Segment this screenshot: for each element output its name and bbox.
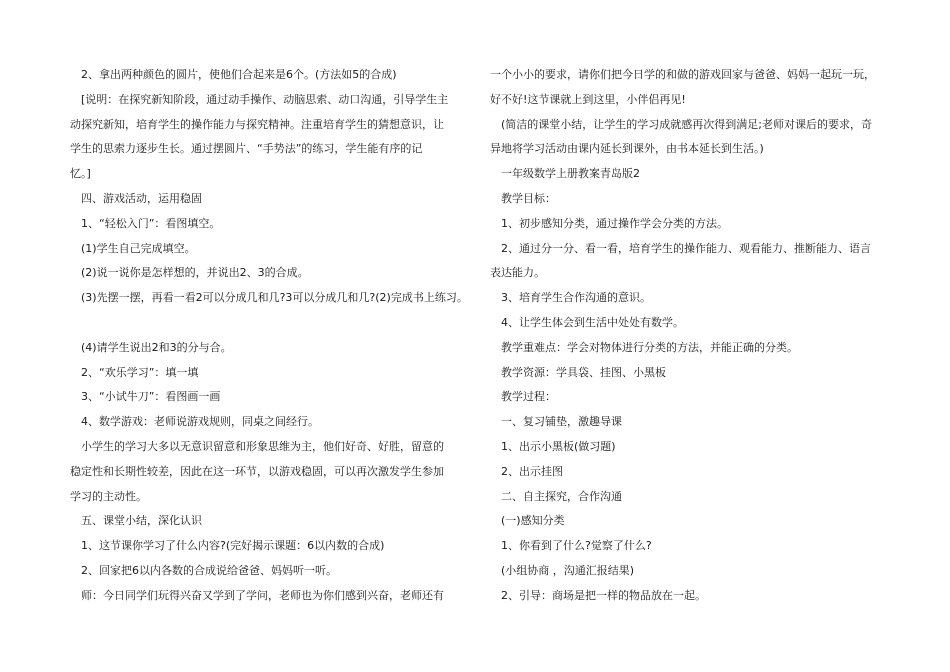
section-heading: 教学目标： <box>501 191 556 205</box>
paragraph-line: (1)学生自己完成填空。 <box>81 241 196 255</box>
paragraph-line: 1、你看到了什么?觉察了什么? <box>501 539 652 553</box>
paragraph-line: 教学重难点：学会对物体进行分类的方法，并能正确的分类。 <box>501 340 798 354</box>
section-heading: 四、游戏活动，运用稳固 <box>81 191 202 205</box>
paragraph-line: 表达能力。 <box>490 266 545 280</box>
left-column <box>70 63 468 609</box>
paragraph-line: 学习的主动性。 <box>70 489 147 503</box>
paragraph-line: 忆。] <box>70 167 91 181</box>
paragraph-line: 1、出示小黑板(做习题) <box>501 439 616 453</box>
paragraph-line: 4、让学生体会到生活中处处有数学。 <box>501 315 684 329</box>
paragraph-line: 异地将学习活动由课内延长到课外，由书本延长到生活。) <box>490 142 764 156</box>
paragraph-line: 稳定性和长期性较差，因此在这一环节，以游戏稳固，可以再次激发学生参加 <box>70 464 444 478</box>
document-subtitle: 一年级数学上册教案青岛版2 <box>501 167 640 181</box>
paragraph-line: 动探究新知，培育学生的操作能力与探究精神。注重培育学生的猜想意识，让 <box>70 117 444 131</box>
section-heading: 一、复习铺垫，激趣导课 <box>501 415 622 429</box>
paragraph-line: 2、拿出两种颜色的圆片，使他们合起来是6个。(方法如5的合成) <box>81 68 397 81</box>
section-heading: (一)感知分类 <box>501 514 565 528</box>
paragraph-line: 3、“小试牛刀”：看图画一画 <box>81 390 221 404</box>
paragraph-line: (简洁的课堂小结，让学生的学习成就感再次得到满足;老师对课后的要求，奇 <box>501 117 872 131</box>
paragraph-line: 2、通过分一分、看一看，培育学生的操作能力、观看能力、推断能力、语言 <box>501 241 871 255</box>
paragraph-line: (小组协商 ，沟通汇报结果) <box>501 563 635 577</box>
paragraph-line: (2)说一说你是怎样想的，并说出2、3的合成。 <box>81 266 309 280</box>
paragraph-line: 教学资源：学具袋、挂图、小黑板 <box>501 365 666 379</box>
section-heading: 五、课堂小结，深化认识 <box>81 514 202 528</box>
paragraph-line: 师：今日同学们玩得兴奋又学到了学问，老师也为你们感到兴奋，老师还有 <box>81 588 444 602</box>
paragraph-line: (3)先摆一摆，再看一看2可以分成几和几?3可以分成几和几?(2)完成书上练习。 <box>81 291 468 305</box>
paragraph-line: 1、初步感知分类，通过操作学会分类的方法。 <box>501 216 728 230</box>
section-heading: 教学过程： <box>501 390 556 404</box>
paragraph-line: 1、“轻松入门”：看图填空。 <box>81 216 221 230</box>
paragraph-line: 好不好!这节课就上到这里，小伴侣再见! <box>490 92 686 106</box>
paragraph-line: 一个小小的要求，请你们把今日学的和做的游戏回家与爸爸、妈妈一起玩一玩， <box>490 68 875 81</box>
paragraph-line: 2、出示挂图 <box>501 464 563 478</box>
paragraph-line: 小学生的学习大多以无意识留意和形象思维为主，他们好奇、好胜，留意的 <box>81 439 444 453</box>
section-heading: 二、自主探究，合作沟通 <box>501 489 622 503</box>
paragraph-line: 4、数学游戏：老师说游戏规则，同桌之间经行。 <box>81 415 319 429</box>
paragraph-line: 2、引导：商场是把一样的物品放在一起。 <box>501 588 706 602</box>
paragraph-line: 3、培育学生合作沟通的意识。 <box>501 291 651 305</box>
blank-line <box>70 311 455 336</box>
paragraph-line: 1、这节课你学习了什么内容?(完好揭示课题：6以内数的合成) <box>81 539 385 553</box>
paragraph-line: 学生的思索力逐步生长。通过摆圆片、“手势法”的练习，学生能有序的记 <box>70 142 423 156</box>
paragraph-line: (4)请学生说出2和3的分与合。 <box>81 340 232 354</box>
paragraph-line: 2、回家把6以内各数的合成说给爸爸、妈妈听一听。 <box>81 563 337 577</box>
paragraph-line: 2、“欢乐学习”：填一填 <box>81 365 199 379</box>
right-column <box>490 63 882 609</box>
paragraph-line: [说明：在探究新知阶段，通过动手操作、动脑思索、动口沟通，引导学生主 <box>81 92 449 106</box>
